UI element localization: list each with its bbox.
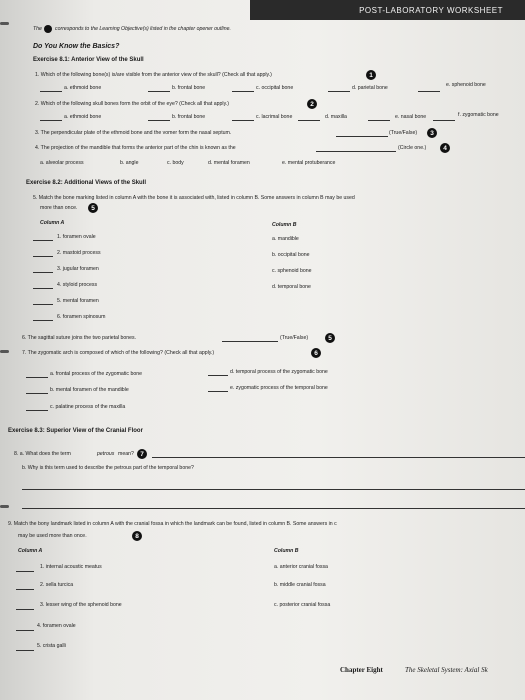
q7-option-a: a. frontal process of the zygomatic bone: [50, 371, 142, 377]
q4-option-a: a. alveolar process: [40, 160, 84, 166]
q5-column-b-header: Column B: [272, 222, 297, 228]
q2-answer-blank-e[interactable]: [368, 120, 390, 121]
footer-chapter: Chapter Eight: [340, 666, 383, 674]
binder-hole: [0, 350, 9, 353]
q2-option-b: b. frontal bone: [172, 114, 206, 120]
q5-item-4: 4. styloid process: [57, 282, 98, 288]
q2-answer-blank-b[interactable]: [148, 120, 170, 121]
q1-option-d: d. parietal bone: [352, 85, 388, 91]
objective-badge-4: 4: [440, 143, 450, 153]
q1-option-e: e. sphenoid bone: [446, 82, 486, 88]
q1-option-b: b. frontal bone: [172, 85, 206, 91]
q7-answer-blank-a[interactable]: [26, 377, 48, 378]
objective-badge-9: 8: [132, 531, 142, 541]
footer-chapter-title: The Skeletal System: Axial Sk: [405, 666, 488, 674]
q9-answer-blank-2[interactable]: [16, 589, 34, 590]
q9-column-b-header: Column B: [274, 548, 299, 554]
q1-text: 1. Which of the following bone(s) is/are visible from the anterior view of the skull? (Check all that apply.): [35, 72, 272, 78]
q5-answer-blank-3[interactable]: [33, 272, 53, 273]
q2-option-c: c. lacrimal bone: [256, 114, 293, 120]
q5-answer-blank-1[interactable]: [33, 240, 53, 241]
q1-answer-blank-b[interactable]: [148, 91, 170, 92]
q1-answer-blank-e[interactable]: [418, 91, 440, 92]
q2-option-e: e. nasal bone: [395, 114, 427, 120]
q9-option-b: b. middle cranial fossa: [274, 582, 326, 588]
intro-pre: The: [33, 26, 42, 32]
objective-badge-3: 3: [427, 128, 437, 138]
q8b-text: b. Why is this term used to describe the petrous part of the temporal bone?: [22, 465, 194, 471]
q1-answer-blank-d[interactable]: [328, 91, 350, 92]
section-heading: Do You Know the Basics?: [33, 43, 120, 50]
q8a-answer-line[interactable]: [152, 457, 525, 458]
q2-option-d: d. maxilla: [325, 114, 347, 120]
q5-option-b: b. occipital bone: [272, 252, 310, 258]
q8b-answer-line-2[interactable]: [22, 508, 525, 509]
q9-text-line1: 9. Match the bony landmark listed in column A with the cranial fossa in which the landmark can be found, listed in column B. Some answers in c: [8, 521, 337, 527]
q9-answer-blank-3[interactable]: [16, 609, 34, 610]
worksheet-header-band: [250, 0, 525, 20]
q3-text: 3. The perpendicular plate of the ethmoid bone and the vomer form the nasal septum.: [35, 130, 232, 136]
q4-option-c: c. body: [167, 160, 184, 166]
q5-answer-blank-2[interactable]: [33, 256, 53, 257]
q5-item-5: 5. mental foramen: [57, 298, 99, 304]
q2-answer-blank-f[interactable]: [433, 120, 455, 121]
q9-text-line2: may be used more than once.: [18, 533, 87, 539]
q5-item-2: 2. mastoid process: [57, 250, 101, 256]
q7-answer-blank-c[interactable]: [26, 410, 48, 411]
objective-badge-icon: [44, 25, 52, 33]
q5-answer-blank-6[interactable]: [33, 320, 53, 321]
q5-option-c: c. sphenoid bone: [272, 268, 312, 274]
q9-answer-blank-5[interactable]: [16, 650, 34, 651]
objective-badge-7: 6: [311, 348, 321, 358]
q7-answer-blank-e[interactable]: [208, 391, 228, 392]
q6-text: 6. The sagittal suture joins the two parietal bones.: [22, 335, 137, 341]
q5-text-line1: 5. Match the bone marking listed in column A with the bone it is associated with, listed in column B. Some answers in column B may be used: [33, 195, 355, 201]
q2-option-f: f. zygomatic bone: [458, 112, 499, 118]
q3-answer-blank[interactable]: [336, 136, 388, 137]
q7-text: 7. The zygomatic arch is composed of which of the following? (Check all that apply.): [22, 350, 215, 356]
q5-item-6: 6. foramen spinosum: [57, 314, 106, 320]
exercise-8-3-title: Exercise 8.3: Superior View of the Cranial Floor: [8, 428, 143, 434]
binder-hole: [0, 22, 9, 25]
q8b-answer-line-1[interactable]: [22, 489, 525, 490]
q5-item-1: 1. foramen ovale: [57, 234, 96, 240]
q7-option-e: e. zygomatic process of the temporal bone: [230, 385, 328, 391]
q5-item-3: 3. jugular foramen: [57, 266, 99, 272]
q9-item-1: 1. internal acoustic meatus: [40, 564, 102, 570]
q2-option-a: a. ethmoid bone: [64, 114, 102, 120]
header-label: POST-LABORATORY WORKSHEET: [359, 5, 503, 15]
q9-option-c: c. posterior cranial fossa: [274, 602, 331, 608]
q7-option-d: d. temporal process of the zygomatic bone: [230, 369, 328, 375]
q9-item-2: 2. sella turcica: [40, 582, 74, 588]
q7-option-c: c. palatine process of the maxilla: [50, 404, 126, 410]
q9-item-5: 5. crista galli: [37, 643, 66, 649]
exercise-8-2-title: Exercise 8.2: Additional Views of the Skull: [26, 180, 147, 186]
objective-badge-6: 5: [325, 333, 335, 343]
q1-option-a: a. ethmoid bone: [64, 85, 102, 91]
q2-text: 2. Which of the following skull bones form the orbit of the eye? (Check all that apply.): [35, 101, 229, 107]
q4-option-e: e. mental protuberance: [282, 160, 336, 166]
q1-answer-blank-c[interactable]: [232, 91, 254, 92]
q9-option-a: a. anterior cranial fossa: [274, 564, 328, 570]
q2-answer-blank-a[interactable]: [40, 120, 62, 121]
objective-badge-5: 5: [88, 203, 98, 213]
q9-item-4: 4. foramen ovale: [37, 623, 76, 629]
intro-text: corresponds to the Learning Objective(s) listed in the chapter opener outline.: [55, 26, 231, 32]
exercise-8-1-title: Exercise 8.1: Anterior View of the Skull: [33, 57, 144, 63]
q8a-text-pre: 8. a. What does the term: [14, 451, 71, 457]
q4-text: 4. The projection of the mandible that forms the anterior part of the chin is known as the: [35, 145, 236, 151]
q5-option-d: d. temporal bone: [272, 284, 311, 290]
binder-hole: [0, 505, 9, 508]
q1-option-c: c. occipital bone: [256, 85, 294, 91]
q4-answer-format: (Circle one.): [398, 145, 427, 151]
q5-text-line2: more than once.: [40, 205, 78, 211]
objective-badge-2: 2: [307, 99, 317, 109]
q6-answer-format: (True/False): [280, 335, 309, 341]
objective-badge-1: 1: [366, 70, 376, 80]
objective-badge-8: 7: [137, 449, 147, 459]
q5-column-a-header: Column A: [40, 220, 65, 226]
q2-answer-blank-c[interactable]: [232, 120, 254, 121]
q9-item-3: 3. lesser wing of the sphenoid bone: [40, 602, 122, 608]
q3-answer-format: (True/False): [389, 130, 418, 136]
q2-answer-blank-d[interactable]: [298, 120, 320, 121]
q7-option-b: b. mental foramen of the mandible: [50, 387, 129, 393]
q9-column-a-header: Column A: [18, 548, 43, 554]
q4-option-d: d. mental foramen: [208, 160, 250, 166]
q5-option-a: a. mandible: [272, 236, 299, 242]
q6-answer-blank[interactable]: [222, 341, 278, 342]
q7-answer-blank-b[interactable]: [26, 393, 48, 394]
q9-answer-blank-4[interactable]: [16, 630, 34, 631]
q9-answer-blank-1[interactable]: [16, 571, 34, 572]
q7-answer-blank-d[interactable]: [208, 375, 228, 376]
q5-answer-blank-5[interactable]: [33, 304, 53, 305]
q8a-text-post: mean?: [118, 451, 134, 457]
q1-answer-blank-a[interactable]: [40, 91, 62, 92]
q5-answer-blank-4[interactable]: [33, 288, 53, 289]
q8a-term: petrous: [97, 451, 115, 457]
q4-option-b: b. angle: [120, 160, 139, 166]
q4-answer-blank[interactable]: [316, 151, 396, 152]
